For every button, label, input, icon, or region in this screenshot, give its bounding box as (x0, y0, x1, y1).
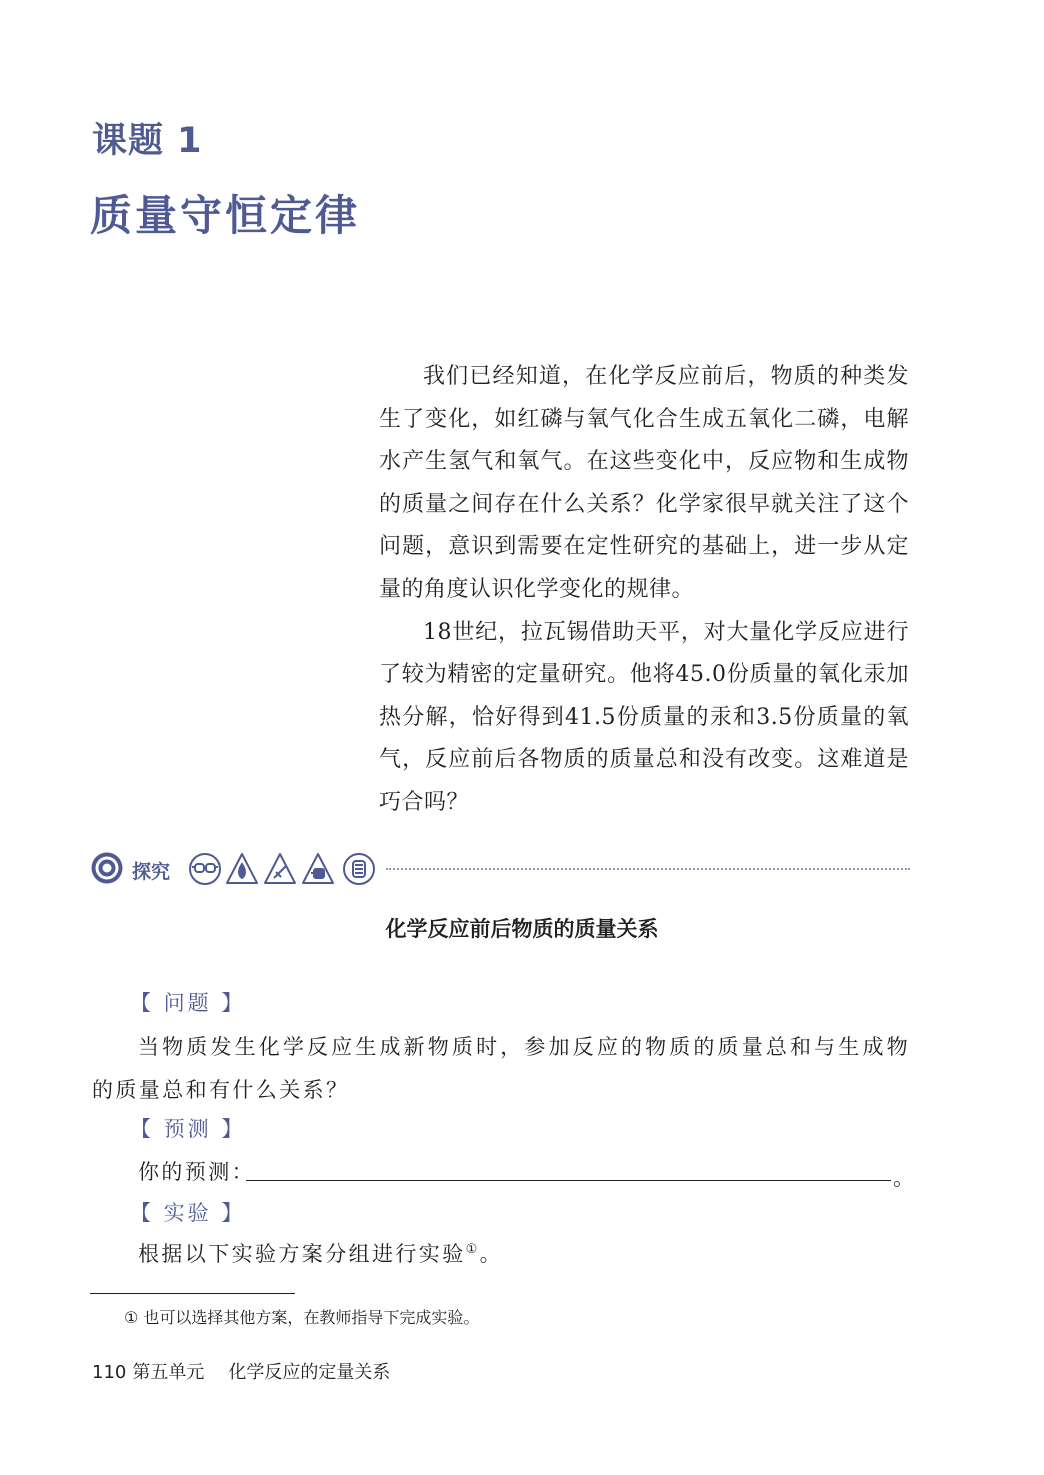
intro-paragraph: 我们已经知道，在化学反应前后，物质的种类发生了变化，如红磷与氧气化合生成五氧化二磷，电解水产生氢气和氧气。在这些变化中，反应物和生成物的质量之间存在什么关系？化学家很早就关注了这个问题，意识到需要在定性研究的基础上，进一步从定量的角度认识化学变化的规律。 (379, 364, 909, 602)
dotted-divider (386, 868, 910, 870)
prediction-prompt: 你的预测： (138, 1160, 255, 1184)
question-text: 当物质发生化学反应生成新物质时，参加反应的物质的质量总和与生成物的质量总和有什么关系？ (92, 1035, 910, 1102)
caution-warning-icon (265, 854, 295, 883)
prediction-period: 。 (893, 1166, 914, 1190)
inquiry-title: 化学反应前后物质的质量关系 (385, 917, 659, 941)
glove-icon (344, 854, 374, 884)
prediction-answer-line (246, 1180, 891, 1181)
footnote: ① 也可以选择其他方案，在教师指导下完成实验。 (124, 1308, 480, 1327)
question-body (92, 1026, 910, 1112)
intro-text (379, 356, 909, 825)
section-name: 化学反应的定量关系 (228, 1362, 391, 1383)
lesson-label: 课题 1 (92, 121, 203, 161)
footnote-ref: ① (465, 1242, 480, 1257)
inquiry-bar (90, 849, 910, 889)
hand-wash-icon (303, 854, 333, 883)
lesson-title: 质量守恒定律 (90, 191, 361, 240)
experiment-line (138, 1238, 503, 1268)
goggles-icon (190, 854, 220, 884)
chapter-name: 第五单元 (132, 1362, 205, 1383)
fire-warning-icon (227, 854, 257, 883)
intro-paragraph: 18世纪，拉瓦锡借助天平，对大量化学反应进行了较为精密的定量研究。他将45.0份质量的氧化汞加热分解，恰好得到41.5份质量的汞和3.5份质量的氧气，反应前后各物质的质量总和没有改变。这难道是巧合吗？ (379, 619, 909, 815)
safety-icons (188, 851, 380, 887)
page-footer (92, 1358, 390, 1384)
experiment-period: 。 (479, 1242, 504, 1266)
target-icon (90, 851, 124, 885)
prediction-heading: 【 预测 】 (130, 1117, 246, 1141)
page-number: 110 (92, 1362, 127, 1383)
inquiry-label: 探究 (132, 861, 171, 883)
question-heading: 【 问题 】 (130, 991, 246, 1015)
experiment-text: 根据以下实验方案分组进行实验 (138, 1242, 466, 1266)
footnote-divider (90, 1293, 295, 1294)
experiment-heading: 【 实验 】 (130, 1201, 246, 1225)
